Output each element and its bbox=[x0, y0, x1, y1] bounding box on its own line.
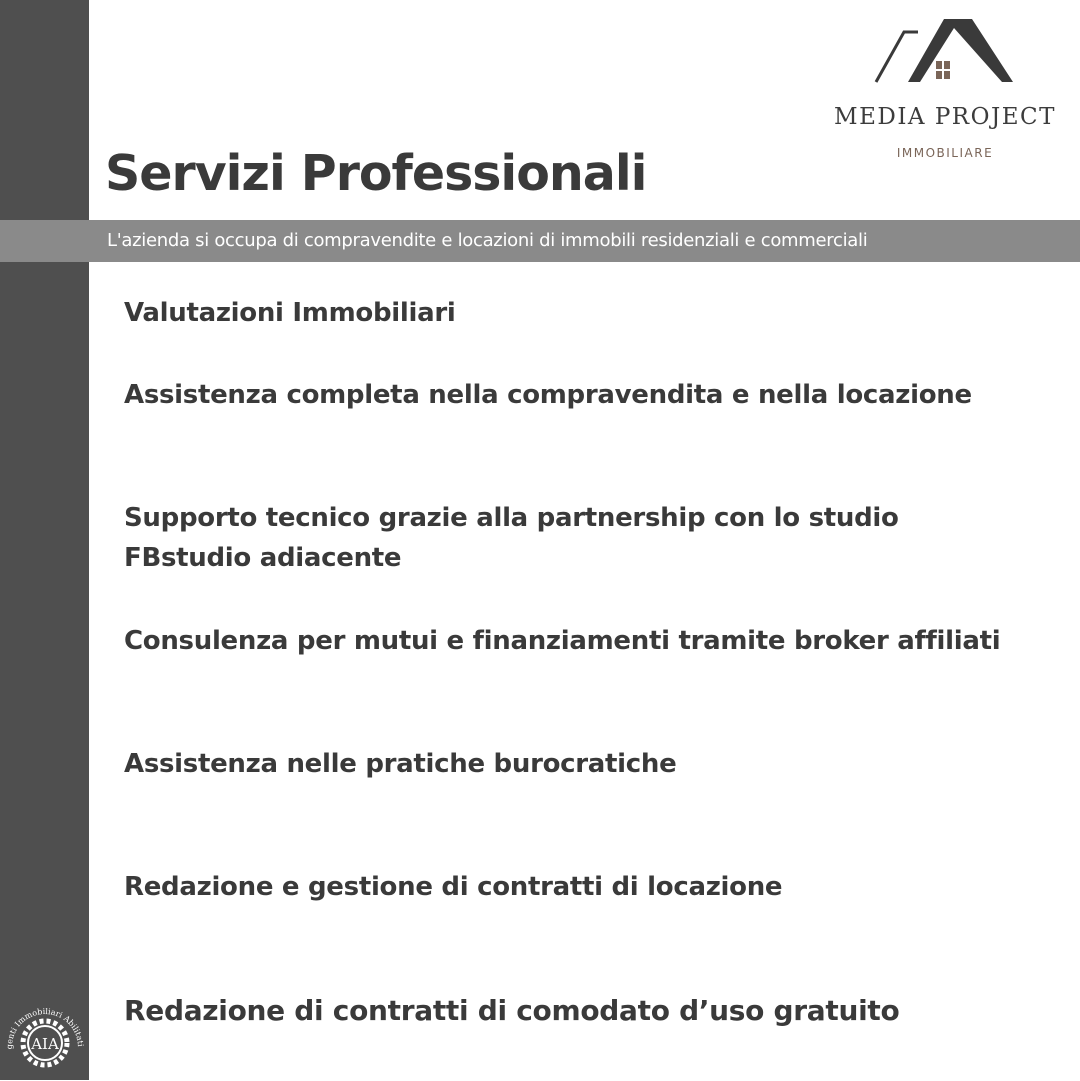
badge-gear-icon bbox=[4, 995, 86, 1077]
page-title: Servizi Professionali bbox=[105, 145, 647, 202]
service-item: Redazione e gestione di contratti di locazione bbox=[124, 872, 783, 902]
agenti-immobiliari-badge bbox=[4, 995, 86, 1077]
house-roof-icon bbox=[830, 14, 1060, 94]
service-item: Consulenza per mutui e finanziamenti tramite broker affiliati bbox=[124, 626, 1001, 656]
service-item: Valutazioni Immobiliari bbox=[124, 298, 456, 328]
left-sidebar-bar bbox=[0, 0, 89, 1080]
badge-initials: AIA bbox=[31, 1035, 59, 1053]
brand-subtitle: IMMOBILIARE bbox=[896, 146, 994, 160]
brand-logo bbox=[830, 14, 1060, 164]
brand-name: MEDIA PROJECT bbox=[834, 104, 1056, 130]
service-item: Supporto tecnico grazie alla partnership con lo studio FBstudio adiacente bbox=[124, 503, 899, 573]
service-item: Redazione di contratti di comodato d’uso gratuito bbox=[124, 994, 900, 1027]
service-item: Assistenza nelle pratiche burocratiche bbox=[124, 749, 677, 779]
badge-text: genti Immobiliari Abilitati bbox=[4, 1006, 86, 1050]
service-item: Assistenza completa nella compravendita e nella locazione bbox=[124, 380, 972, 410]
page-subtitle: L'azienda si occupa di compravendite e locazioni di immobili residenziali e commerciali bbox=[107, 230, 868, 251]
